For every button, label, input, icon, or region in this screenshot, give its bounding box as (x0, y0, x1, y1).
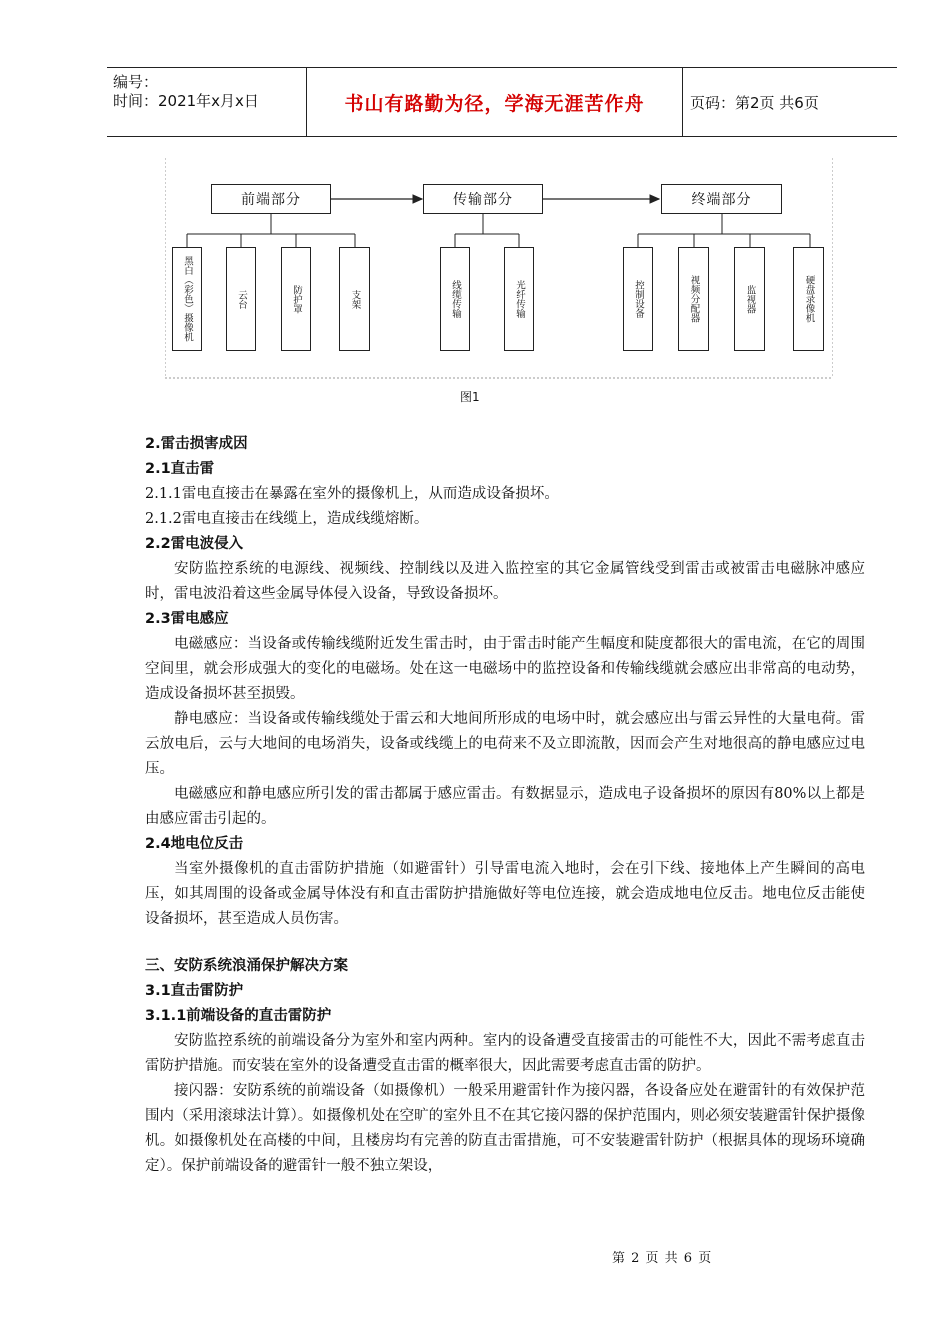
item-camera: 黑白（彩色）摄像机 (172, 247, 202, 351)
paragraph: 2.1.1雷电直接击在暴露在室外的摄像机上，从而造成设备损坏。 (145, 486, 559, 502)
group-box-frontend: 前端部分 (211, 184, 331, 214)
item-protective-cover: 防护罩 (281, 247, 311, 351)
subsection-heading: 2.1直击雷 (145, 461, 215, 477)
subsection-heading: 3.1直击雷防护 (145, 983, 244, 999)
paragraph: 安防监控系统的前端设备分为室外和室内两种。室内的设备遭受直接雷击的可能性不大，因此不需考虑直击雷防护措施。而安装在室外的设备遭受直击雷的概率很大，因此需要考虑直击雷的防护。 (145, 1033, 865, 1074)
paragraph: 当室外摄像机的直击雷防护措施（如避雷针）引导雷电流入地时，会在引下线、接地体上产生瞬间的高电压，如其周围的设备或金属导体没有和直击雷防护措施做好等电位连接，就会造成地电位反击。地电位反击能使设备损坏，甚至造成人员伤害。 (145, 861, 865, 927)
item-control-device: 控制设备 (623, 247, 653, 351)
item-video-distributor: 视频分配器 (678, 247, 709, 351)
header-info-cell (107, 68, 307, 136)
paragraph: 电磁感应：当设备或传输线缆附近发生雷击时，由于雷击时能产生幅度和陡度都很大的雷电流，在它的周围空间里，就会形成强大的变化的电磁场。处在这一电磁场中的监控设备和传输线缆就会感应出非常高的电动势，造成设备损坏甚至损毁。 (145, 636, 865, 702)
section-heading: 2.雷击损害成因 (145, 436, 248, 452)
group-box-terminal: 终端部分 (661, 184, 782, 214)
motto: 书山有路勤为径，学海无涯苦作舟 (307, 68, 683, 136)
item-fiber-transmission: 光纤传输 (504, 247, 534, 351)
item-bracket: 支架 (339, 247, 370, 351)
document-header (107, 67, 897, 137)
subsection-heading: 2.3雷电感应 (145, 611, 229, 627)
item-cable-transmission: 线缆传输 (440, 247, 470, 351)
paragraph: 2.1.2雷电直接击在线缆上，造成线缆熔断。 (145, 511, 429, 527)
item-dvr: 硬盘录像机 (793, 247, 824, 351)
paragraph: 安防监控系统的电源线、视频线、控制线以及进入监控室的其它金属管线受到雷击或被雷击电磁脉冲感应时，雷电波沿着这些金属导体侵入设备，导致设备损坏。 (145, 561, 865, 602)
document-body (145, 432, 865, 1179)
item-monitor: 监视器 (734, 247, 765, 351)
spacer (145, 932, 865, 954)
number-label: 编号： (113, 73, 159, 91)
paragraph: 电磁感应和静电感应所引发的雷击都属于感应雷击。有数据显示，造成电子设备损坏的原因有80%以上都是由感应雷击引起的。 (145, 786, 865, 827)
date-label: 时间：2021年x月x日 (113, 92, 259, 110)
subsection-heading: 3.1.1前端设备的直击雷防护 (145, 1008, 332, 1024)
item-pan-tilt: 云台 (226, 247, 256, 351)
page-footer: 第 2 页 共 6 页 (612, 1251, 713, 1266)
system-structure-diagram (165, 158, 833, 380)
figure-caption: 图1 (460, 390, 480, 404)
page-label: 页码：第2页 共6页 (690, 93, 819, 112)
subsection-heading: 2.4地电位反击 (145, 836, 244, 852)
paragraph: 接闪器：安防系统的前端设备（如摄像机）一般采用避雷针作为接闪器，各设备应处在避雷针的有效保护范围内（采用滚球法计算）。如摄像机处在空旷的室外且不在其它接闪器的保护范围内，则必须安装避雷针保护摄像机。如摄像机处在高楼的中间，且楼房均有完善的防直击雷措施，可不安装避雷针防护（根据具体的现场环境确定）。保护前端设备的避雷针一般不独立架设， (145, 1083, 865, 1174)
group-box-transmission: 传输部分 (423, 184, 543, 214)
section-heading: 三、安防系统浪涌保护解决方案 (145, 958, 348, 974)
paragraph: 静电感应：当设备或传输线缆处于雷云和大地间所形成的电场中时，就会感应出与雷云异性的大量电荷。雷云放电后，云与大地间的电场消失，设备或线缆上的电荷来不及立即流散，因而会产生对地很高的静电感应过电压。 (145, 711, 865, 777)
subsection-heading: 2.2雷电波侵入 (145, 536, 244, 552)
